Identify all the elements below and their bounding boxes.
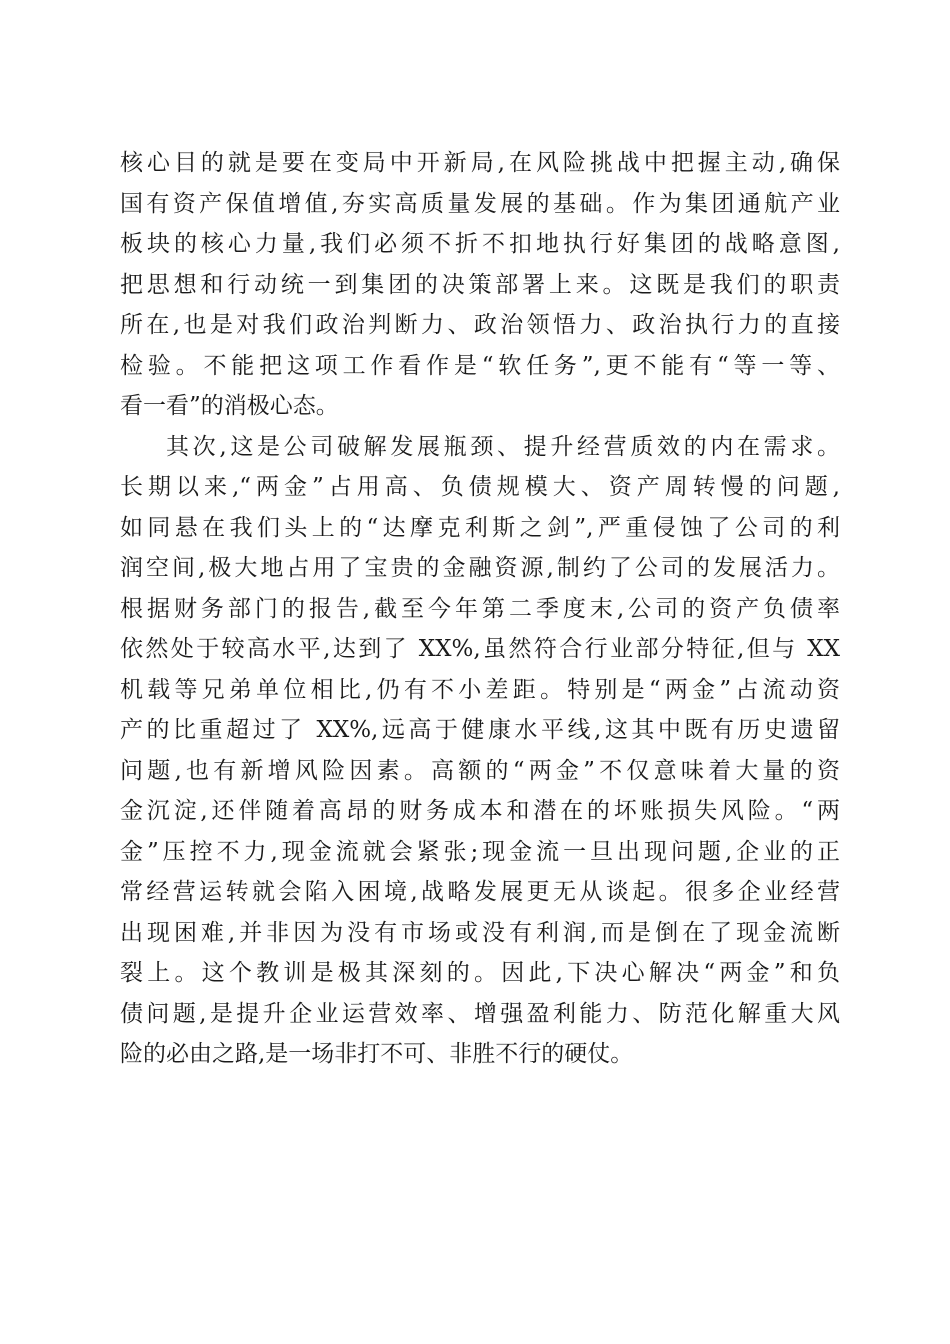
text-line: 核心目的就是要在变局中开新局,在风险挑战中把握主动,确保 [120, 150, 840, 176]
paragraph-1 [120, 143, 840, 427]
text-line: 把思想和行动统一到集团的决策部署上来。这既是我们的职责 [120, 271, 840, 298]
text-line: 其次,这是公司破解发展瓶颈、提升经营质效的内在需求。 [166, 433, 840, 460]
text-line: 检验。不能把这项工作看作是“软任务”,更不能有“等一等、 [120, 352, 840, 379]
text-line: 金沉淀,还伴随着高昂的财务成本和潜在的坏账损失风险。“两 [120, 798, 840, 824]
text-line: 板块的核心力量,我们必须不折不扣地执行好集团的战略意图, [120, 231, 840, 257]
text-line: 险的必由之路,是一场非打不可、非胜不行的硬仗。 [120, 1041, 634, 1067]
text-line: 常经营运转就会陷入困境,战略发展更无从谈起。很多企业经营 [120, 879, 840, 905]
text-line: 根据财务部门的报告,截至今年第二季度末,公司的资产负债率 [120, 595, 840, 622]
text-line: 债问题,是提升企业运营效率、增强盈利能力、防范化解重大风 [120, 1000, 840, 1027]
text-line: 金”压控不力,现金流就会紧张;现金流一旦出现问题,企业的正 [120, 838, 840, 865]
text-line: 机载等兄弟单位相比,仍有不小差距。特别是“两金”占流动资 [120, 676, 840, 703]
text-line: 如同悬在我们头上的“达摩克利斯之剑”,严重侵蚀了公司的利 [120, 514, 840, 541]
text-line: 产的比重超过了 XX%,远高于健康水平线,这其中既有历史遗留 [120, 717, 840, 743]
text-line: 问题,也有新增风险因素。高额的“两金”不仅意味着大量的资 [120, 757, 840, 784]
text-line: 出现困难,并非因为没有市场或没有利润,而是倒在了现金流断 [120, 919, 840, 946]
text-line: 长期以来,“两金”占用高、负债规模大、资产周转慢的问题, [120, 474, 840, 500]
body-text [120, 143, 840, 1075]
text-line: 所在,也是对我们政治判断力、政治领悟力、政治执行力的直接 [120, 312, 840, 338]
text-line: 国有资产保值增值,夯实高质量发展的基础。作为集团通航产业 [120, 190, 840, 217]
text-line: 润空间,极大地占用了宝贵的金融资源,制约了公司的发展活力。 [120, 555, 840, 581]
text-line: 裂上。这个教训是极其深刻的。因此,下决心解决“两金”和负 [120, 960, 840, 986]
text-line: 依然处于较高水平,达到了 XX%,虽然符合行业部分特征,但与 XX [120, 636, 840, 662]
text-line: 看一看”的消极心态。 [120, 393, 339, 419]
paragraph-2 [120, 427, 840, 1075]
